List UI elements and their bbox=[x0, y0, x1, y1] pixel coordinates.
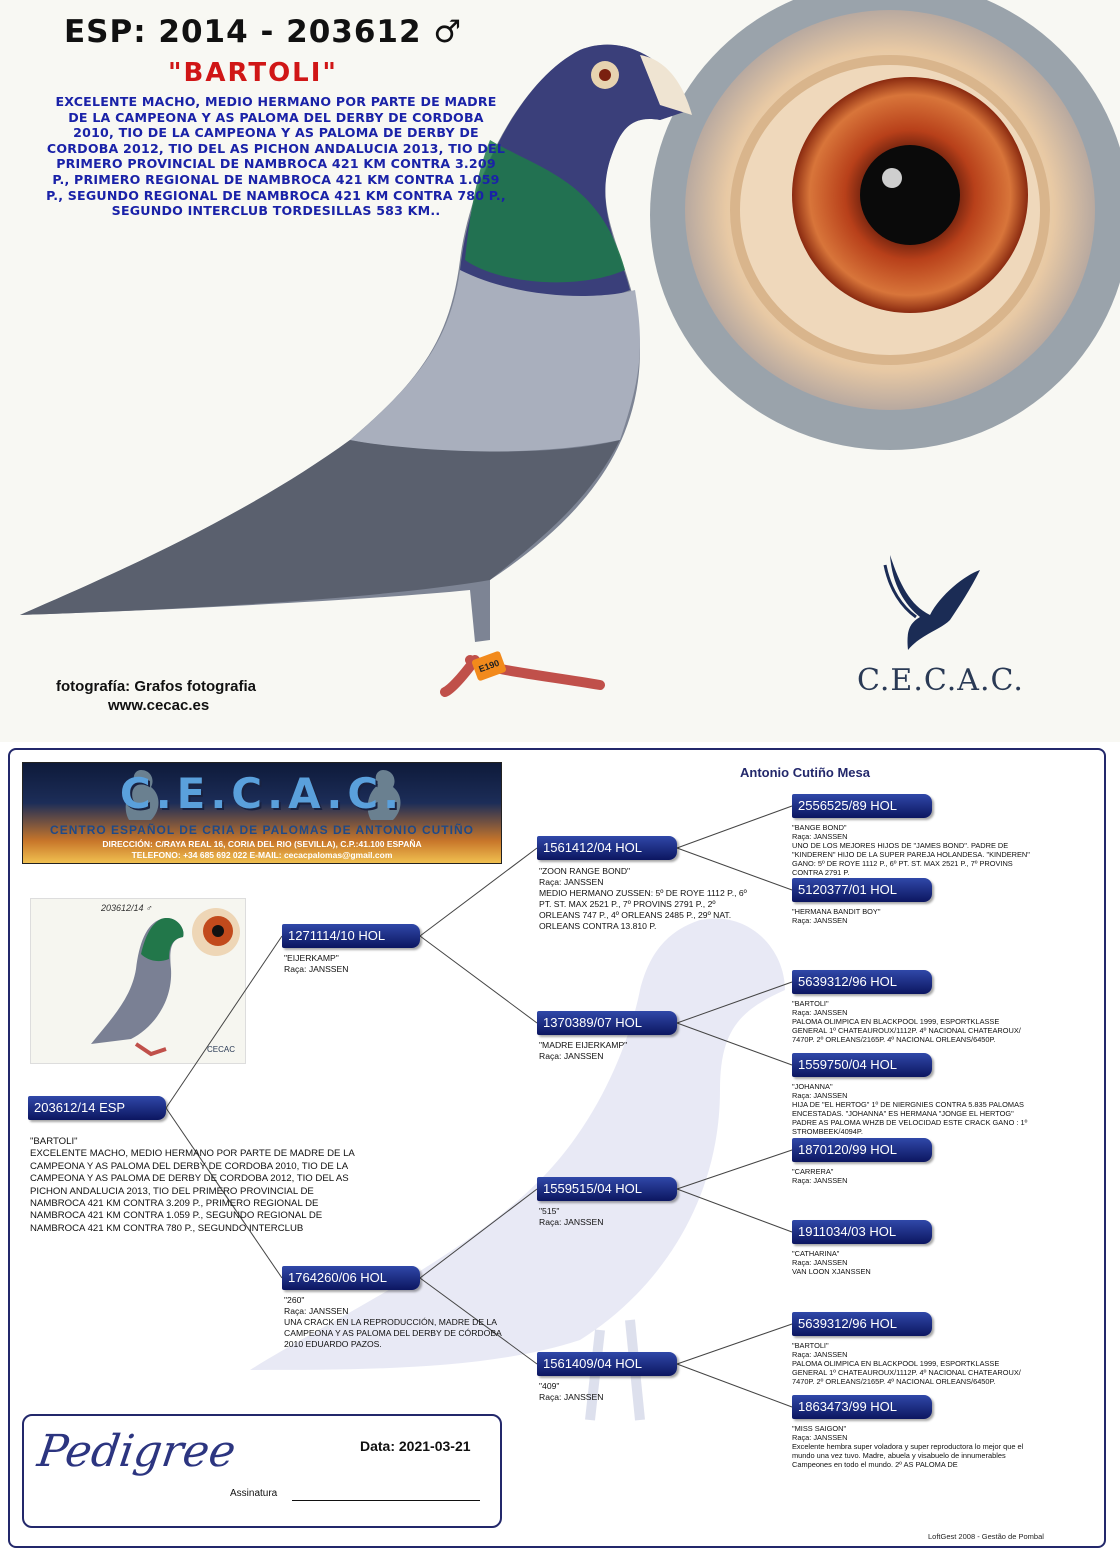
mother-id[interactable]: 1764260/06 HOL bbox=[282, 1266, 420, 1290]
fm-description bbox=[539, 1040, 749, 1062]
main-pigeon-id[interactable]: 203612/14 ESP bbox=[28, 1096, 166, 1120]
ring-text: E190 bbox=[477, 657, 501, 675]
father-description bbox=[284, 953, 484, 975]
fff-description bbox=[792, 823, 1032, 877]
mf-description bbox=[539, 1206, 749, 1228]
mff-id[interactable]: 1870120/99 HOL bbox=[792, 1138, 932, 1162]
mmm-id[interactable]: 1863473/99 HOL bbox=[792, 1395, 932, 1419]
fmf-id[interactable]: 5639312/96 HOL bbox=[792, 970, 932, 994]
ffm-text: "HERMANA BANDIT BOY" Raça: JANSSEN bbox=[792, 907, 881, 925]
thumb-ring: 203612/14 ♂ bbox=[101, 903, 153, 913]
fmf-text: "BARTOLI" Raça: JANSSEN PALOMA OLIMPICA EN BLACKPOOL 1999, ESPORTKLASSE GENERAL 1º CHATEAUROUX/1112P. 4º NACIONAL CHATEAROUX/ 7470P. 2º ORLEANS/2165P. 4º NACIONAL ORLEANS/6450P. bbox=[792, 999, 1021, 1044]
mfm-description bbox=[792, 1249, 1032, 1276]
ffm-description bbox=[792, 907, 1032, 925]
fm-id[interactable]: 1370389/07 HOL bbox=[537, 1011, 677, 1035]
mm-id[interactable]: 1561409/04 HOL bbox=[537, 1352, 677, 1376]
fff-text: "BANGE BOND" Raça: JANSSEN UNO DE LOS MEJORES HIJOS DE "JAMES BOND". PADRE DE "KINDEREN" HIJO DE LA SUPER PAREJA HOLANDESA. "KINDEREN" GANO: 5º DE ROYE 1112 P., 6º PT. ST. MAX 2521 P., 7º PROVINS CONTRA 2791 P. bbox=[792, 823, 1030, 877]
pedigree-date: Data: 2021-03-21 bbox=[360, 1438, 471, 1454]
poster-title: ESP: 2014 - 203612 ♂ bbox=[64, 14, 463, 50]
ffm-id[interactable]: 5120377/01 HOL bbox=[792, 878, 932, 902]
poster-description: EXCELENTE MACHO, MEDIO HERMANO POR PARTE DE MADRE DE LA CAMPEONA Y AS PALOMA DEL DERBY DE CORDOBA 2010, TIO DE LA CAMPEONA Y AS PALOMA DE DERBY DE CORDOBA 2012, TIO DEL AS PICHON ANDALUCIA 2013, TIO DEL PRIMERO PROVINCIAL DE NAMBROCA 421 KM CONTRA 3.209 P., PRIMERO REGIONAL DE NAMBROCA 421 KM CONTRA 1.059 P., SEGUNDO REGIONAL DE NAMBROCA 421 KM CONTRA 780 P., SEGUNDO INTERCLUB TORDESILLAS 583 KM.. bbox=[46, 94, 506, 219]
fmm-description bbox=[792, 1082, 1032, 1136]
owner-name: Antonio Cutiño Mesa bbox=[740, 765, 870, 780]
cecac-logo-text: C.E.C.A.C. bbox=[857, 663, 1024, 698]
banner-phone: TELEFONO: +34 685 692 022 E-MAIL: cecacpalomas@gmail.com bbox=[131, 850, 393, 860]
cecac-logo-icon bbox=[880, 545, 990, 655]
fff-id[interactable]: 2556525/89 HOL bbox=[792, 794, 932, 818]
fm-text: "MADRE EIJERKAMP" Raça: JANSSEN bbox=[539, 1040, 628, 1061]
poster bbox=[0, 0, 1120, 742]
mother-text: "260" Raça: JANSSEN UNA CRACK EN LA REPRODUCCIÓN, MADRE DE LA CAMPEONA Y AS PALOMA DEL DERBY DE CÓRDOBA 2010 EDUARDO PAZOS. bbox=[284, 1295, 502, 1349]
mmm-description bbox=[792, 1424, 1032, 1469]
mfm-text: "CATHARINA" Raça: JANSSEN VAN LOON XJANSSEN bbox=[792, 1249, 871, 1276]
main-pigeon-description bbox=[30, 1136, 360, 1235]
banner-address: DIRECCIÓN: C/RAYA REAL 16, CORIA DEL RIO (SEVILLA), C.P.:41.100 ESPAÑA bbox=[102, 839, 422, 849]
father-text: "EIJERKAMP" Raça: JANSSEN bbox=[284, 953, 349, 974]
pigeon-eye-photo bbox=[650, 0, 1120, 460]
ff-id[interactable]: 1561412/04 HOL bbox=[537, 836, 677, 860]
ff-description bbox=[539, 866, 749, 932]
fmm-id[interactable]: 1559750/04 HOL bbox=[792, 1053, 932, 1077]
ff-text: "ZOON RANGE BOND" Raça: JANSSEN MEDIO HERMANO ZUSSEN: 5º DE ROYE 1112 P., 6º PT. ST. MAX 2521 P., 7º PROVINS 2791 P., 2º ORLEANS 747 P., 4º ORLEANS 2485 P., 29º NAT. ORLEANS CONTRA 13.810 P. bbox=[539, 866, 747, 931]
mmf-text: "BARTOLI" Raça: JANSSEN PALOMA OLIMPICA EN BLACKPOOL 1999, ESPORTKLASSE GENERAL 1º CHATEAUROUX/1112P. 4º NACIONAL CHATEAROUX/ 7470P. 2º ORLEANS/2165P. 4º NACIONAL ORLEANS/6450P. bbox=[792, 1341, 1021, 1386]
fmf-description bbox=[792, 999, 1032, 1044]
poster-pigeon-name: "BARTOLI" bbox=[168, 58, 338, 88]
mff-description bbox=[792, 1167, 1032, 1185]
pedigree-logo: Pedigree bbox=[34, 1426, 239, 1477]
signature-line[interactable] bbox=[292, 1500, 480, 1501]
banner-title: C.E.C.A.C. bbox=[119, 769, 405, 818]
fmm-text: "JOHANNA" Raça: JANSSEN HIJA DE "EL HERTOG" 1º DE NIERGNIES CONTRA 5.835 PALOMAS ENCESTADAS. "JOHANNA" ES HERMANA "JONGE EL HERTOG" PADRE AS PALOMA WHZB DE VELOCIDAD ESTE CRACK GANO : 1º STROMBEEK/4094P. bbox=[792, 1082, 1028, 1136]
signature-label: Assinatura bbox=[230, 1488, 278, 1499]
poster-website-link[interactable]: www.cecac.es bbox=[108, 697, 210, 714]
main-pigeon-text: "BARTOLI" EXCELENTE MACHO, MEDIO HERMANO POR PARTE DE MADRE DE LA CAMPEONA Y AS PALOMA DEL DERBY DE CORDOBA 2010, TIO DE LA CAMPEONA Y AS PALOMA DE DERBY DE CORDOBA 2012, TIO DEL AS PICHON ANDALUCIA 2013, TIO DEL PRIMERO PROVINCIAL DE NAMBROCA 421 KM CONTRA 3.209 P., PRIMERO REGIONAL DE NAMBROCA 421 KM CONTRA 1.059 P., SEGUNDO REGIONAL DE NAMBROCA 421 KM CONTRA 780 P., SEGUNDO INTERCLUB bbox=[30, 1136, 355, 1234]
mf-text: "515" Raça: JANSSEN bbox=[539, 1206, 604, 1227]
footer-credit: LoftGest 2008 - Gestão de Pombal bbox=[928, 1532, 1044, 1541]
father-id[interactable]: 1271114/10 HOL bbox=[282, 924, 420, 948]
banner-subtitle: CENTRO ESPAÑOL DE CRIA DE PALOMAS DE ANTONIO CUTIÑO bbox=[50, 823, 474, 837]
thumb-logo: CECAC bbox=[207, 1045, 236, 1054]
mm-text: "409" Raça: JANSSEN bbox=[539, 1381, 604, 1402]
signature-box bbox=[22, 1414, 502, 1528]
photo-credit: fotografía: Grafos fotografia bbox=[56, 678, 257, 695]
mf-id[interactable]: 1559515/04 HOL bbox=[537, 1177, 677, 1201]
mfm-id[interactable]: 1911034/03 HOL bbox=[792, 1220, 932, 1244]
mother-description bbox=[284, 1295, 510, 1350]
mmf-id[interactable]: 5639312/96 HOL bbox=[792, 1312, 932, 1336]
mmm-text: "MISS SAIGON" Raça: JANSSEN Excelente hembra super voladora y super reproductora lo mejor que el mundo una vez tuvo. Madre, abuela y visabuelo de innumerables Campeones en todo el mundo. 2º AS PALOMA DE bbox=[792, 1424, 1024, 1469]
pedigree-sheet bbox=[8, 748, 1106, 1548]
mm-description bbox=[539, 1381, 749, 1403]
mff-text: "CARRERA" Raça: JANSSEN bbox=[792, 1167, 848, 1185]
mmf-description bbox=[792, 1341, 1032, 1386]
